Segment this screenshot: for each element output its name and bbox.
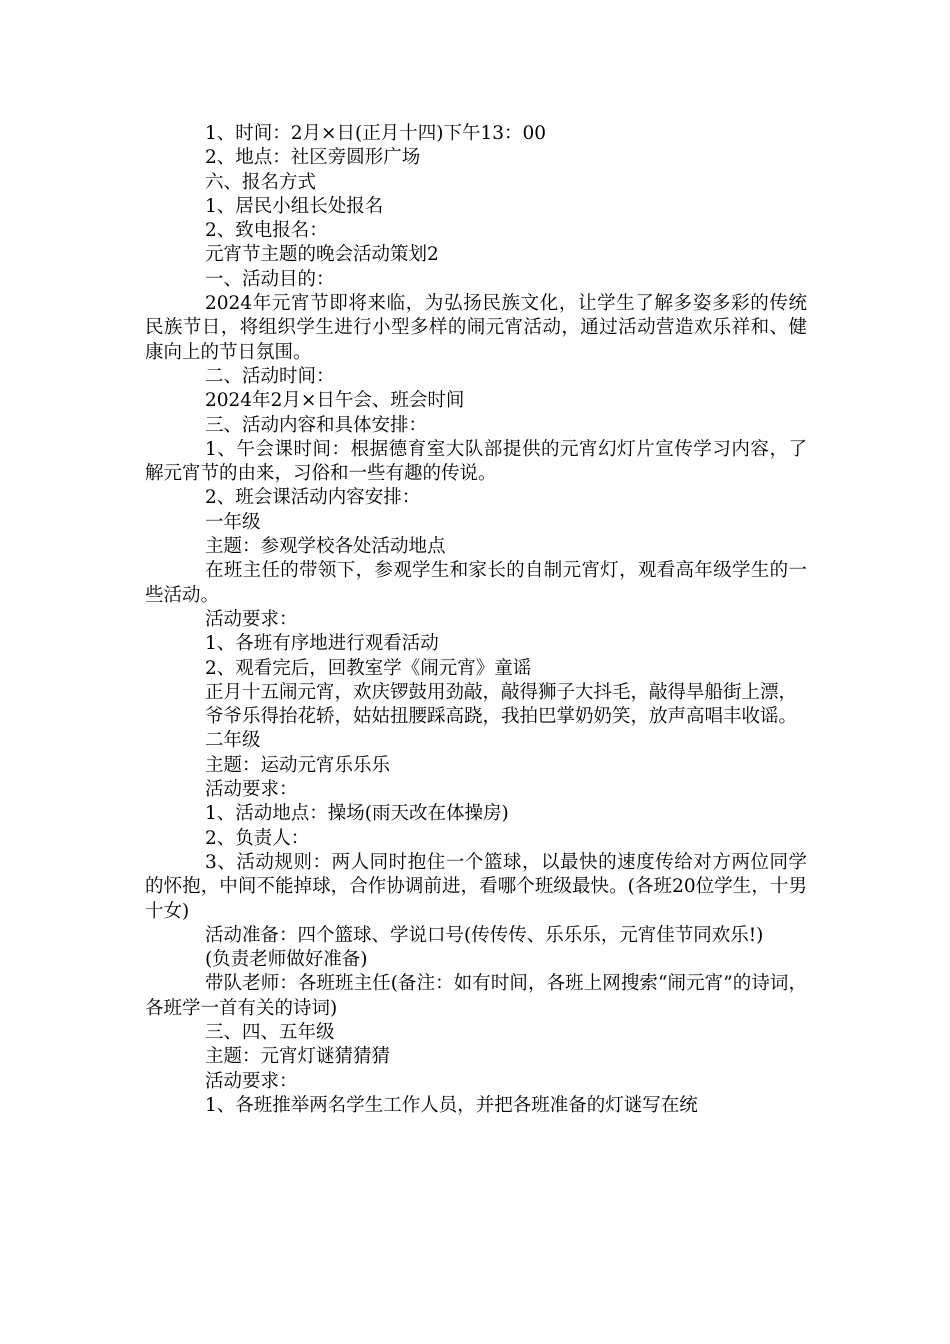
heading-grade-3-5: 三、四、五年级 [205,1021,335,1043]
heading-grade-2: 二年级 [205,730,261,752]
heading-requirements-1: 活动要求： [205,608,298,630]
paragraph-req-2-2: 2、负责人： [205,827,310,849]
paragraph-rhyme-2: 爷爷乐得抬花轿，姑姑扭腰踩高跷，我拍巴掌奶奶笑，放声高唱丰收谣。 [205,706,798,728]
paragraph-req-2-1: 1、活动地点：操场(雨天改在体操房) [205,803,509,825]
paragraph-location: 2、地点：社区旁圆形广场 [205,147,421,169]
heading-registration: 六、报名方式 [205,171,317,193]
paragraph-grade-3-5-theme: 主题：元宵灯谜猜猜猜 [205,1046,391,1068]
paragraph-registration-2: 2、致电报名： [205,220,328,242]
paragraph-registration-1: 1、居民小组长处报名 [205,195,384,217]
paragraph-class-meeting: 2、班会课活动内容安排： [205,487,421,509]
paragraph-req-3-1: 1、各班推举两名学生工作人员，并把各班准备的灯谜写在统 [205,1094,698,1116]
heading-grade-1: 一年级 [205,511,261,533]
paragraph-purpose: 2024年元宵节即将来临，为弘扬民族文化，让学生了解多姿多彩的传统民族节日，将组织学生进行小型多样的闹元宵活动，通过活动营造欢乐祥和、健康向上的节日氛围。 [145,293,807,363]
heading-content: 三、活动内容和具体安排： [205,414,428,436]
paragraph-noon-class: 1、午会课时间：根据德育室大队部提供的元宵幻灯片宣传学习内容，了解元宵节的由来，习俗和一些有趣的传说。 [145,438,807,485]
heading-requirements-3: 活动要求： [205,1070,298,1092]
paragraph-req-1-1: 1、各班有序地进行观看活动 [205,633,439,655]
paragraph-preparation: 活动准备：四个篮球、学说口号(传传传、乐乐乐，元宵佳节同欢乐!) [205,924,764,946]
paragraph-grade-2-theme: 主题：运动元宵乐乐乐 [205,754,391,776]
paragraph-teacher-prep: (负责老师做好准备) [205,949,368,971]
document-page [145,122,807,1118]
paragraph-grade-1-theme: 主题：参观学校各处活动地点 [205,536,446,558]
paragraph-activity-time: 2024年2月×日午会、班会时间 [205,390,465,412]
heading-requirements-2: 活动要求： [205,779,298,801]
heading-purpose: 一、活动目的： [205,268,335,290]
paragraph-req-1-2: 2、观看完后，回教室学《闹元宵》童谣 [205,657,532,679]
paragraph-time: 1、时间：2月×日(正月十四)下午13：00 [205,123,547,144]
heading-time: 二、活动时间： [205,365,335,387]
section-title: 元宵节主题的晚会活动策划2 [205,244,439,266]
paragraph-grade-1-desc: 在班主任的带领下，参观学生和家长的自制元宵灯，观看高年级学生的一些活动。 [145,560,807,606]
paragraph-lead-teacher: 带队老师：各班班主任(备注：如有时间，各班上网搜索“闹元宵”的诗词，各班学一首有关的诗词) [145,973,807,1019]
paragraph-rhyme-1: 正月十五闹元宵，欢庆锣鼓用劲敲，敲得狮子大抖毛，敲得旱船街上漂， [205,681,798,703]
paragraph-req-2-3: 3、活动规则：两人同时抱住一个篮球，以最快的速度传给对方两位同学的怀抱，中间不能掉球，合作协调前进，看哪个班级最快。(各班20位学生，十男十女) [145,851,807,922]
